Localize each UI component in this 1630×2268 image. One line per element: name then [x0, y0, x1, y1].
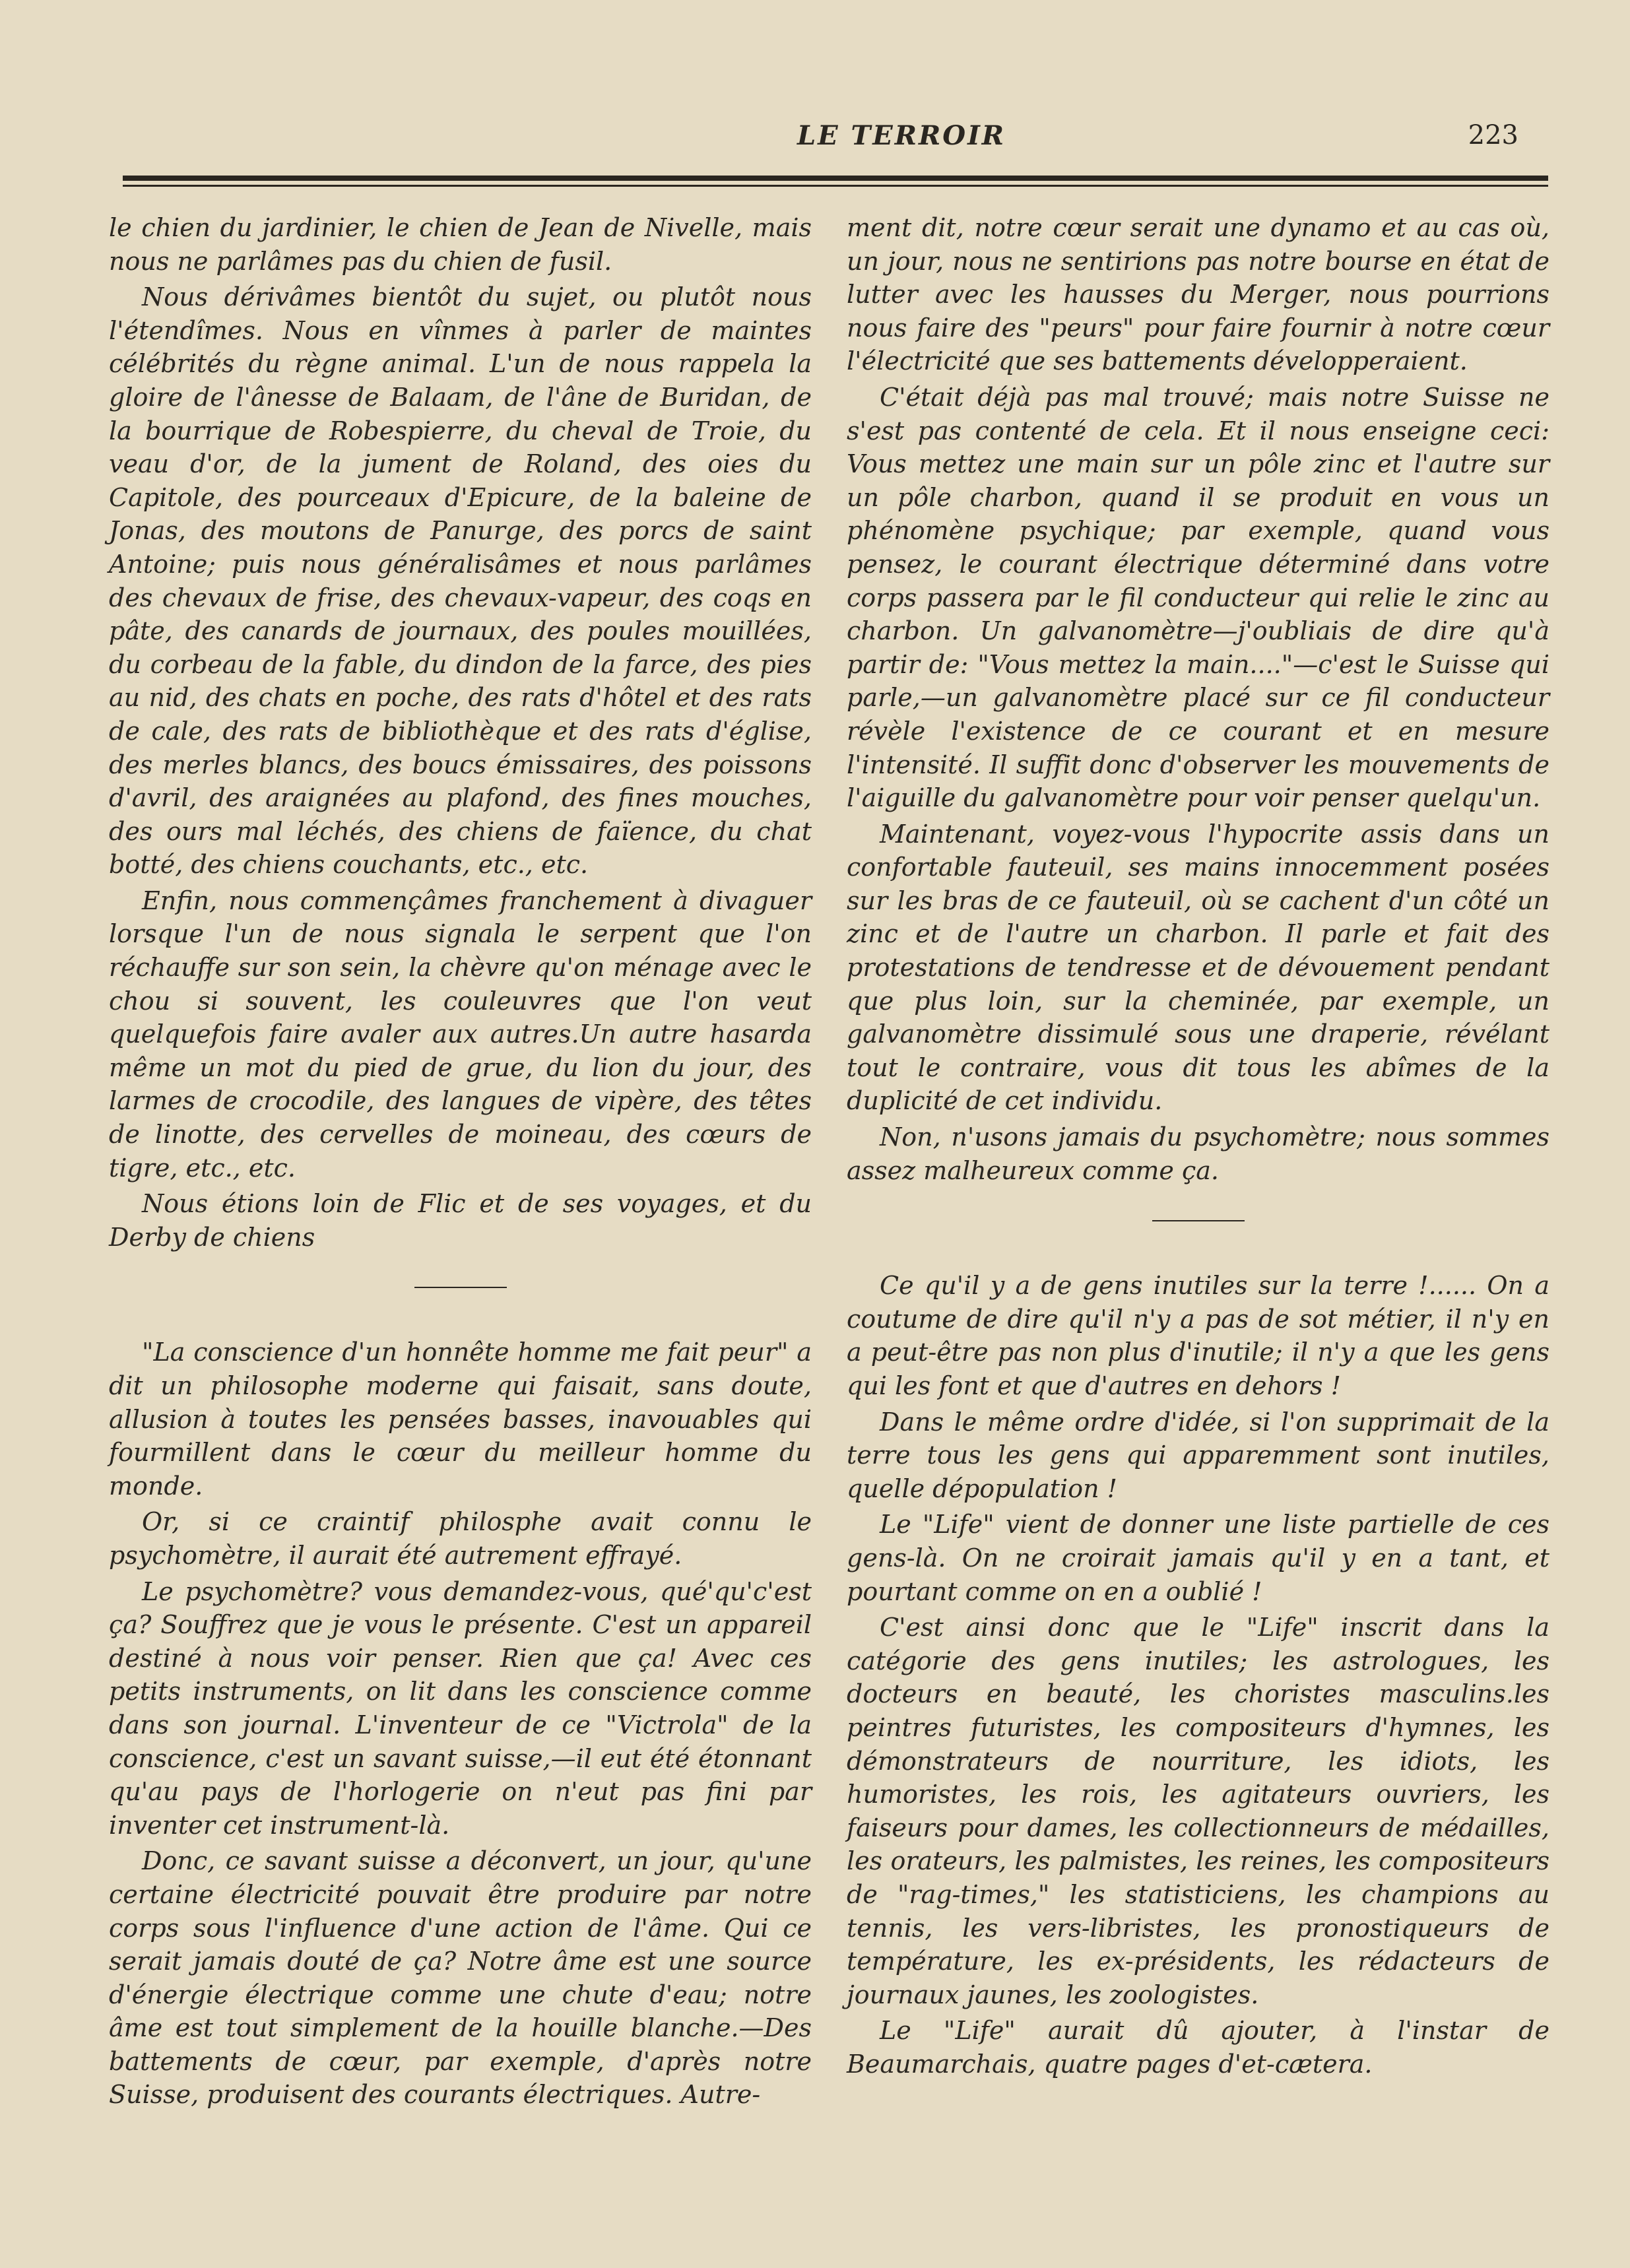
- header-rule-thin: [123, 185, 1548, 187]
- paragraph: C'est ainsi donc que le "Life" inscrit dans la catégorie des gens inutiles; les astrologues, les docteurs en beauté, les choristes masculins.les peintres futuristes, les compositeurs d'hymnes, les démonstrateurs de nourriture, les idiots, les humoristes, les rois, les agitateurs ouvriers, les faiseurs pour dames, les collectionneurs de médailles, les orateurs, les palmistes, les reines, les compositeurs de "rag-times," les statisticiens, les champions au tennis, les vers-libristes, les pronostiqueurs de température, les ex-présidents, les rédacteurs de journaux jaunes, les zoologistes.: [847, 1613, 1549, 2009]
- paragraph: Ce qu'il y a de gens inutiles sur la terre !...... On a coutume de dire qu'il n'y a pas de sot métier, il n'y en a peut-être pas non plus d'inutile; il n'y a que les gens qui les font et que d'autres en dehors !: [847, 1271, 1549, 1400]
- paragraph: Donc, ce savant suisse a déconvert, un jour, qu'une certaine électricité pouvait être produire par notre corps sous l'influence d'une action de l'âme. Qui ce serait jamais douté de ça? Notre âme est une source d'énergie électrique comme une chute d'eau; notre âme est tout simplement de la houille blanche.—Des battements de cœur, par exemple, d'après notre Suisse, produisent des courants électriques. Autre-: [109, 1846, 812, 2110]
- paragraph: Maintenant, voyez-vous l'hypocrite assis dans un confortable fauteuil, ses mains innocemment posées sur les bras de ce fauteuil, où se cachent d'un côté un zinc et de l'autre un charbon. Il parle et fait des protestations de tendresse et de dévouement pendant que plus loin, sur la cheminée, par exemple, un galvanomètre dissimulé sous une draperie, révélant tout le contraire, vous dit tous les abîmes de la duplicité de cet individu.: [847, 819, 1549, 1116]
- paragraph: Nous dérivâmes bientôt du sujet, ou plutôt nous l'étendîmes. Nous en vînmes à parler de maintes célébrités du règne animal. L'un de nous rappela la gloire de l'ânesse de Balaam, de l'âne de Buridan, de la bourrique de Robespierre, du cheval de Troie, du veau d'or, de la jument de Roland, des oies du Capitole, des pourceaux d'Epicure, de la baleine de Jonas, des moutons de Panurge, des porcs de saint Antoine; puis nous généralisâmes et nous parlâmes des chevaux de frise, des chevaux-vapeur, des coqs en pâte, des canards de journaux, des poules mouillées, du corbeau de la fable, du dindon de la farce, des pies au nid, des chats en poche, des rats d'hôtel et des rats de cale, des rats de bibliothèque et des rats d'église, des merles blancs, des boucs émissaires, des poissons d'avril, des araignées au plafond, des fines mouches, des ours mal léchés, des chiens de faïence, du chat botté, des chiens couchants, etc., etc.: [109, 282, 812, 880]
- right-column: [847, 211, 1549, 2081]
- paragraph: Nous étions loin de Flic et de ses voyages, et du Derby de chiens: [109, 1189, 812, 1252]
- section-separator: [414, 1287, 507, 1288]
- paragraph: Enfin, nous commençâmes franchement à divaguer lorsque l'un de nous signala le serpent que l'on réchauffe sur son sein, la chèvre qu'on ménage avec le chou si souvent, les couleuvres que l'on veut quelquefois faire avaler aux autres.Un autre hasarda même un mot du pied de grue, du lion du jour, des larmes de crocodile, des langues de vipère, des têtes de linotte, des cervelles de moineau, des cœurs de tigre, etc., etc.: [109, 886, 812, 1183]
- paragraph: Le psychomètre? vous demandez-vous, qué'qu'c'est ça? Souffrez que je vous le présente. C'est un appareil destiné à nous voir penser. Rien que ça! Avec ces petits instruments, on lit dans les conscience comme dans son journal. L'inventeur de ce "Victrola" de la conscience, c'est un savant suisse,—il eut été étonnant qu'au pays de l'horlogerie on n'eut pas fini par inventer cet instrument-là.: [109, 1576, 812, 1840]
- running-title: LE TERROIR: [797, 120, 1006, 151]
- paragraph: le chien du jardinier, le chien de Jean de Nivelle, mais nous ne parlâmes pas du chien de fusil.: [109, 213, 812, 276]
- paragraph: Or, si ce craintif philosphe avait connu le psychomètre, il aurait été autrement effrayé.: [109, 1507, 812, 1570]
- paragraph: Le "Life" aurait dû ajouter, à l'instar de Beaumarchais, quatre pages d'et-cætera.: [847, 2016, 1549, 2079]
- paragraph: Le "Life" vient de donner une liste partielle de ces gens-là. On ne croirait jamais qu'il y en a tant, et pourtant comme on en a oublié !: [847, 1510, 1549, 1606]
- paragraph: ment dit, notre cœur serait une dynamo et au cas où, un jour, nous ne sentirions pas notre bourse en état de lutter avec les hausses du Merger, nous pourrions nous faire des "peurs" pour faire fournir à notre cœur l'électricité que ses battements développeraient.: [847, 213, 1549, 376]
- paragraph: "La conscience d'un honnête homme me fait peur" a dit un philosophe moderne qui faisait, sans doute, allusion à toutes les pensées basses, inavouables qui fourmillent dans le cœur du meilleur homme du monde.: [109, 1338, 812, 1501]
- paragraph: Non, n'usons jamais du psychomètre; nous sommes assez malheureux comme ça.: [847, 1122, 1549, 1185]
- header-rule-thick: [123, 176, 1548, 181]
- paragraph: Dans le même ordre d'idée, si l'on supprimait de la terre tous les gens qui apparemment sont inutiles, quelle dépopulation !: [847, 1407, 1549, 1503]
- left-column: [109, 211, 812, 2112]
- page-number: 223: [1468, 120, 1518, 150]
- page-header: [123, 120, 1548, 160]
- paragraph: C'était déjà pas mal trouvé; mais notre Suisse ne s'est pas contenté de cela. Et il nous enseigne ceci: Vous mettez une main sur un pôle zinc et l'autre sur un pôle charbon, quand il se produit en vous un phénomène psychique; par exemple, quand vous pensez, le courant électrique déterminé dans votre corps passera par le fil conducteur qui relie le zinc au charbon. Un galvanomètre—j'oubliais de dire qu'à partir de: "Vous mettez la main...."—c'est le Suisse qui parle,—un galvanomètre placé sur ce fil conducteur révèle l'existence de ce courant et en mesure l'intensité. Il suffit donc d'observer les mouvements de l'aiguille du galvanomètre pour voir penser quelqu'un.: [847, 382, 1549, 813]
- section-separator: [1152, 1220, 1245, 1221]
